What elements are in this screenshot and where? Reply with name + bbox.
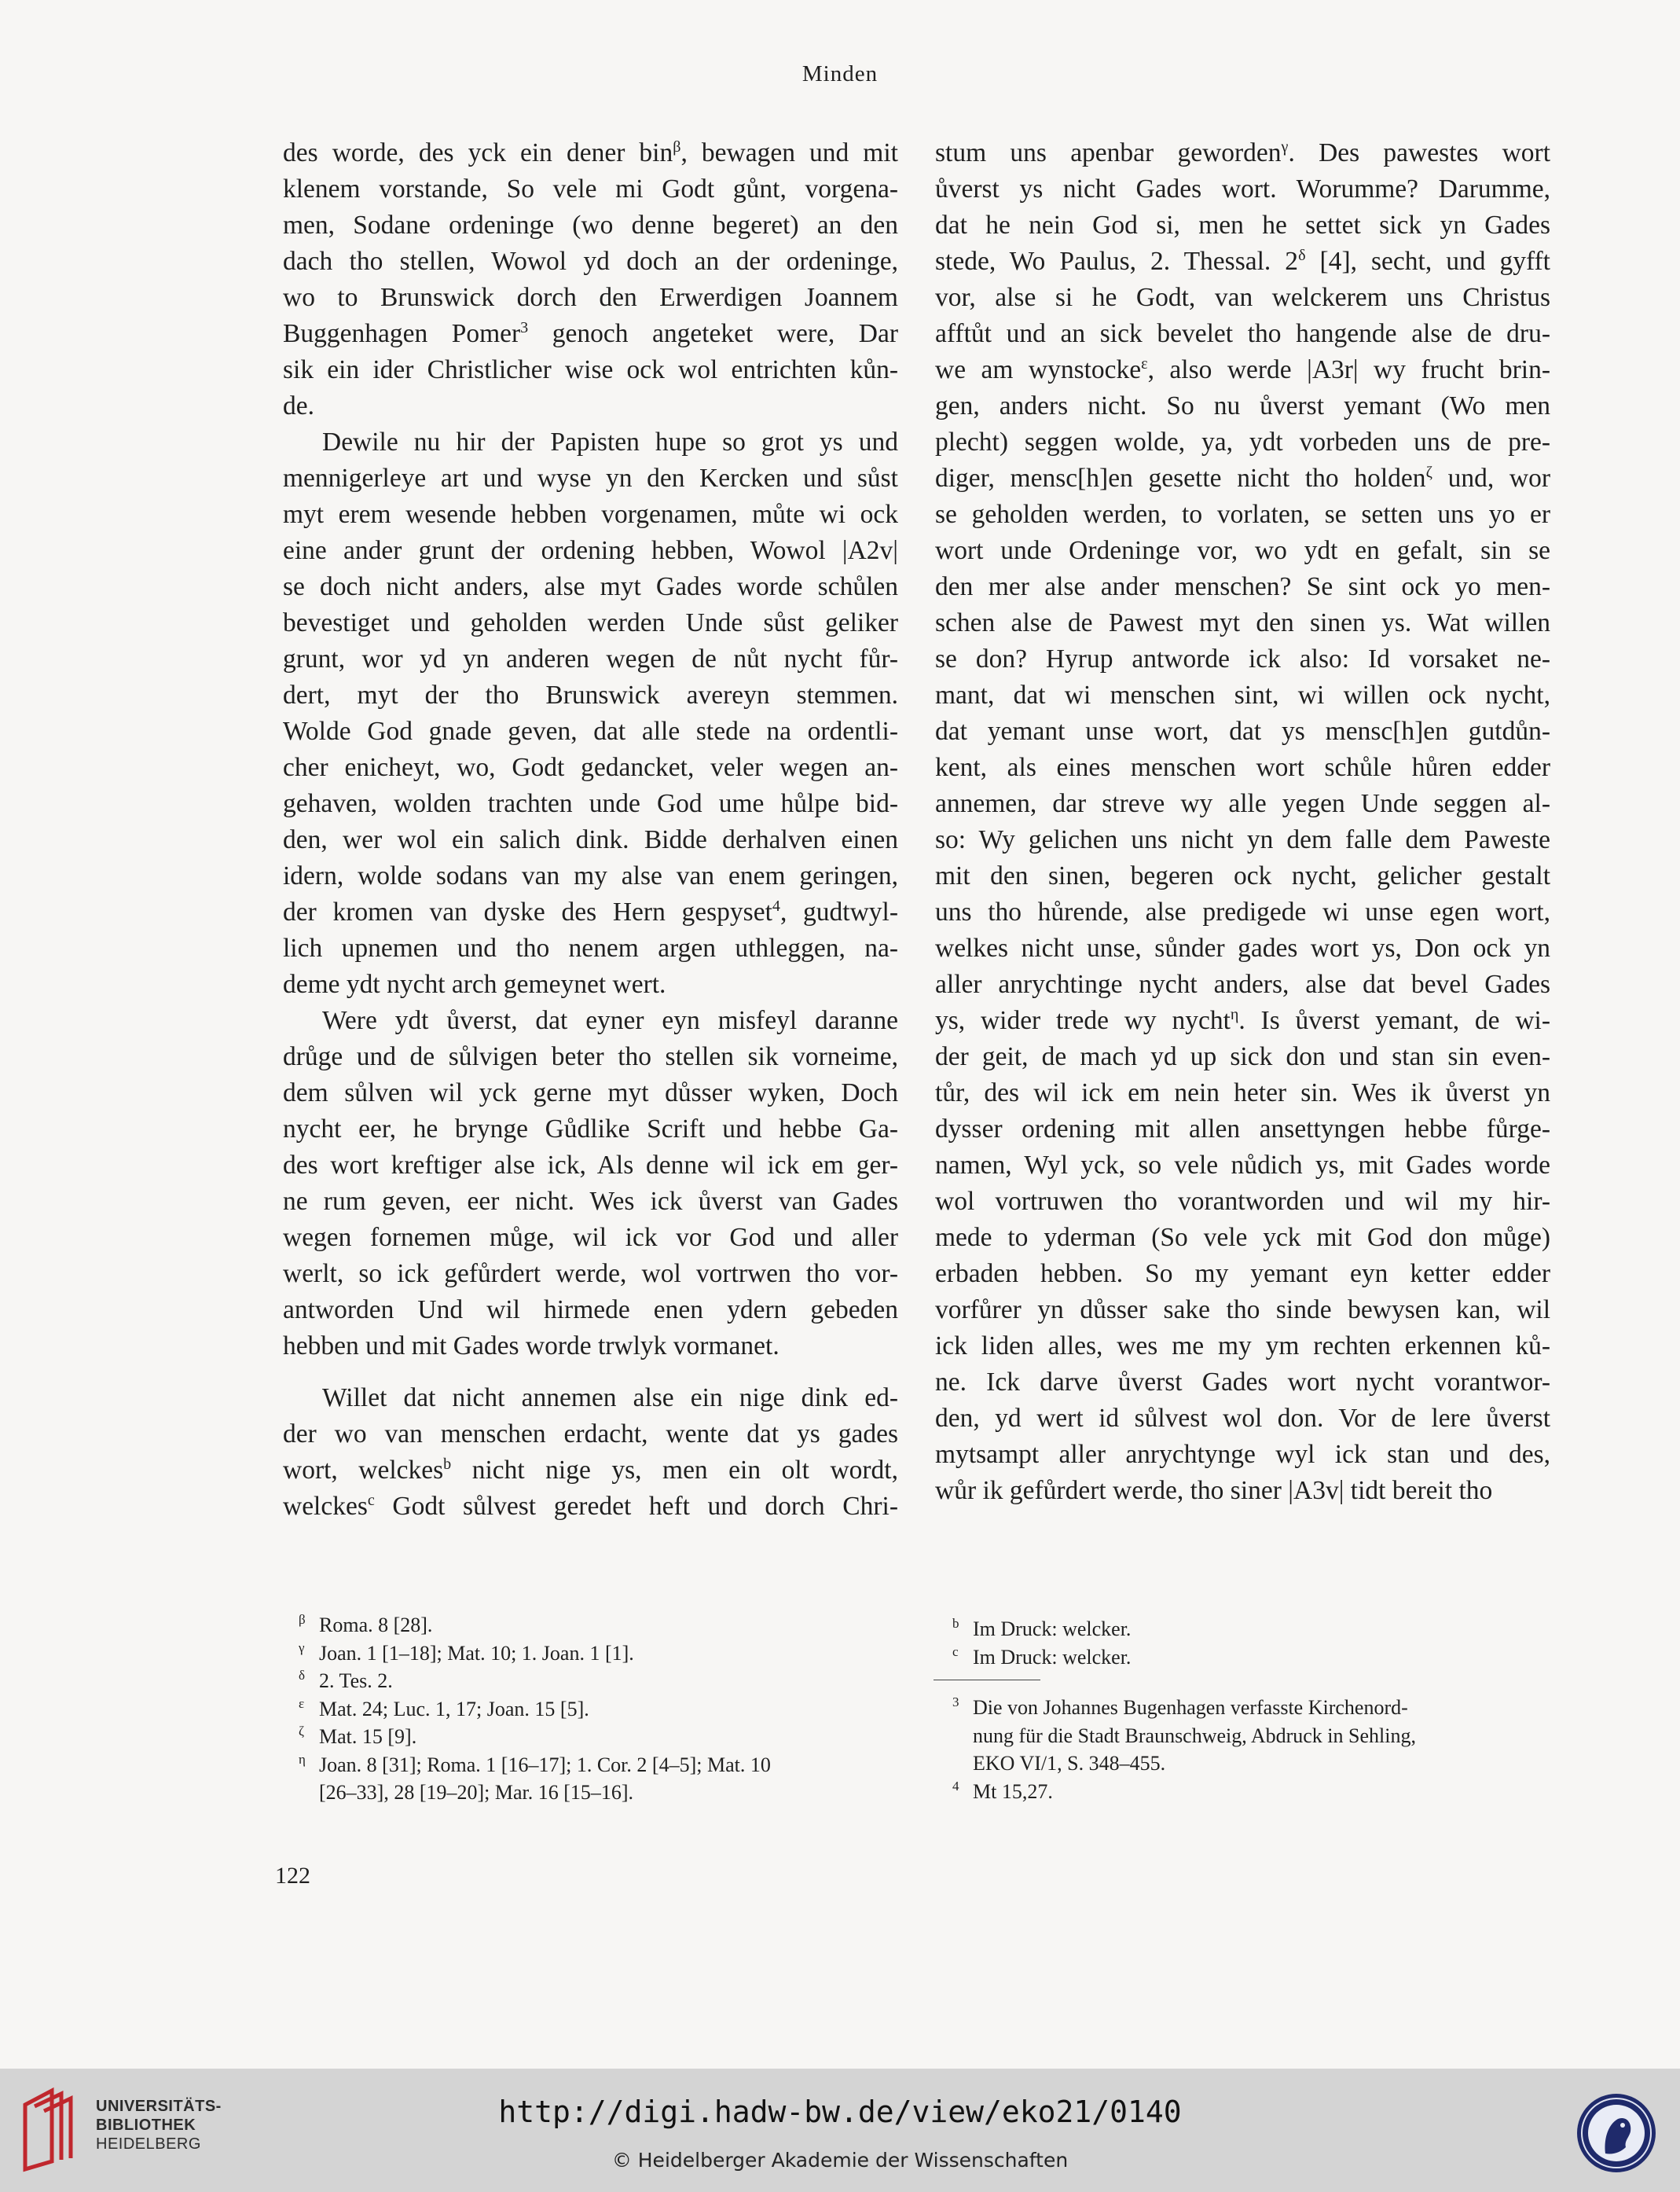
footnote-text: Roma. 8 [28]. [319,1614,433,1636]
footnote-text: Mt 15,27. [973,1779,1053,1803]
footnote [299,1639,912,1668]
text-line: der kromen van dyske des Hern gespyset$^4$, gudtwyl- [283,897,899,927]
text-line: wol vortruwen tho vorantworden und wil my hir- [935,1187,1550,1216]
footnote [299,1695,912,1724]
footnote-text: Joan. 1 [1–18]; Mat. 10; 1. Joan. 1 [1]. [319,1641,634,1665]
text-line: schen alse de Pawest myt den sinen ys. Wat willen [935,608,1550,637]
text-line: kent, als eines menschen wort schůle hůren edder [935,753,1550,782]
text-line: hebben und mit Gades worde trwlyk vormanet. [283,1331,779,1360]
text-line: men, Sodane ordeninge (wo denne begeret) an den [283,211,898,240]
text-line: de. [283,391,314,420]
footnote-continuation: [26–33], 28 [19–20]; Mar. 16 [15–16]. [319,1781,634,1804]
text-line: wo to Brunswick dorch den Erwerdigen Joannem [283,283,898,312]
text-line: antworden Und wil hirmede enen ydern gebeden [283,1295,898,1324]
text-line: so: Wy gelichen uns nicht yn dem falle dem Paweste [935,825,1550,854]
text-line: annemen, dar streve wy alle yegen Unde seggen al- [935,789,1550,818]
text-line: Dewile nu hir der Papisten hupe so grot ys und [322,428,898,457]
footnote [952,1694,1557,1722]
footnote-marker: γ [299,1639,305,1655]
text-line: Buggenhagen Pomer$^3$ genoch angeteket were, Dar [283,318,898,348]
text-line: mennigerleye art und wyse yn den Kercken und sůst [283,464,898,493]
text-line: cher enicheyt, wo, Godt gedancket, veler wegen an- [283,753,898,782]
footnote [299,1667,912,1695]
footnote-text: 2. Tes. 2. [319,1669,393,1692]
page-number: 122 [275,1863,310,1889]
text-line: dert, myt der tho Brunswick avereyn stemmen. [283,681,898,710]
footnote-continuation: nung für die Stadt Braunschweig, Abdruck in Sehling, [973,1724,1416,1747]
permalink-url[interactable]: http://digi.hadw-bw.de/view/eko21/0140 [498,2095,1182,2129]
institution-line-2: BIBLIOTHEK [96,2117,196,2134]
footnotes-left [299,1611,912,1807]
text-line: den mer alse ander menschen? Se sint ock yo men- [935,572,1550,601]
text-line: tůr, des wil ick em nein heter sin. Wes ik ůverst yn [935,1078,1550,1107]
footnotes-right-commentary [952,1694,1557,1805]
institution-line-1: UNIVERSITÄTS- [96,2098,222,2115]
text-line: namen, Wyl yck, so vele nůdich ys, mit Gades worde [935,1151,1550,1180]
right-text-column [935,135,1550,1509]
footnote [299,1611,912,1639]
text-line: eine ander grunt der ordening hebben, Wowol |A2v| [283,536,898,565]
text-line: den, wer wol ein salich dink. Bidde derhalven einen [283,825,898,854]
footnote-marker: ε [299,1695,305,1711]
text-line: grunt, wor yd yn anderen wegen de nůt nycht fůr- [283,644,898,674]
text-line: ůverst ys nicht Gades wort. Worumme? Darumme, [935,174,1550,204]
text-line: dat he nein God si, men he settet sick yn Gades [935,211,1550,240]
text-line: gehaven, wolden trachten unde God ume hůlpe bid- [283,789,898,818]
text-line: Wolde God gnade geven, dat alle stede na ordentli- [283,717,898,746]
paragraph-gap [283,1364,898,1380]
footnote-marker: b [952,1616,959,1631]
text-line: stum uns apenbar geworden$^\gamma$. Des pawestes wort [935,138,1550,167]
footnote-text: Im Druck: welcker. [973,1617,1132,1640]
footnote-marker: ζ [299,1724,305,1739]
text-line: mytsampt aller anrychtynge wyl ick stan und des, [935,1440,1550,1469]
footnote-marker: 3 [952,1694,959,1709]
text-line: lich upnemen und tho nenem argen uthleggen, na- [283,934,898,963]
text-line: nycht eer, he brynge Gůdlike Scrift und hebbe Ga- [283,1114,898,1144]
text-line: idern, wolde sodans van my alse van enem geringen, [283,861,898,890]
text-line: uns tho hůrende, alse predigede wi unse egen wort, [935,898,1550,927]
footnote-text: Die von Johannes Bugenhagen verfasste Kirchenord- [973,1696,1408,1719]
text-line: des worde, des yck ein dener bin$^\beta$, bewagen und mit [283,138,898,167]
text-line: der wo van menschen erdacht, wente dat ys gades [283,1419,898,1448]
text-line: Were ydt ůverst, dat eyner eyn misfeyl daranne [322,1006,898,1035]
institution-line-3: HEIDELBERG [96,2135,201,2153]
text-line: mant, dat wi menschen sint, wi willen ock nycht, [935,681,1550,710]
text-line: welckes$^c$ Godt sůlvest geredet heft und dorch Chri- [283,1491,898,1521]
text-line: se doch nicht anders, alse myt Gades worde schůlen [283,572,898,601]
text-line: se geholden werden, to vorlaten, se setten uns yo er [935,500,1550,529]
text-line: dem sůlven wil yck gerne myt důsser wyken, Doch [283,1078,898,1107]
text-line: afftůt und an sick bevelet tho hangende alse de dru- [935,319,1550,348]
text-line: wort unde Ordeninge vor, wo ydt en gefalt, sin se [935,536,1550,565]
text-line: klenem vorstande, So vele mi Godt gůnt, vorgena- [283,174,898,204]
footnote-text: Im Druck: welcker. [973,1645,1132,1669]
text-line: welkes nicht unse, sůnder gades wort ys, Don ock yn [935,934,1550,963]
text-line: ys, wider trede wy nycht$^\eta$. Is ůverst yemant, de wi- [935,1005,1550,1035]
text-line: stede, Wo Paulus, 2. Thessal. $2^\delta$ [4], secht, und gyfft [935,246,1550,276]
text-line: gen, anders nicht. So nu ůverst yemant (Wo men [935,391,1550,420]
text-line: mede to yderman (So vele yck mit God don můge) [935,1223,1550,1252]
footnote-marker: c [952,1643,959,1659]
footnote-marker: η [299,1751,306,1767]
text-line: vorfůrer yn důsser sake tho sinde bewysen kan, wil [935,1295,1550,1324]
text-line: sik ein ider Christlicher wise ock wol entrichten kůn- [283,355,898,384]
viewer-footer [0,2069,1680,2192]
text-line: myt erem wesende hebben vorgenamen, můte wi ock [283,500,898,529]
text-line: Willet dat nicht annemen alse ein nige dink ed- [322,1383,898,1412]
footnote [952,1615,1557,1643]
text-line: erbaden hebben. So my yemant eyn ketter edder [935,1259,1550,1288]
text-line: mit den sinen, begeren ock nycht, gelicher gestalt [935,861,1550,890]
text-line: des wort kreftiger alse ick, Als denne wil ick em ger- [283,1151,898,1180]
text-line: deme ydt nycht arch gemeynet wert. [283,970,666,999]
text-line: diger, mensc[h]en gesette nicht tho holden$^\zeta$ und, wor [935,463,1550,493]
footnote [952,1778,1557,1806]
academy-seal-icon[interactable] [1574,2091,1659,2175]
footnote-marker: 4 [952,1778,959,1794]
text-line: we am wynstocke$^\varepsilon$, also werde |A3r| wy frucht brin- [935,354,1550,384]
text-line: dysser ordening mit allen ansettyngen hebbe fůrge- [935,1114,1550,1144]
footnote [299,1723,912,1751]
text-line: den, yd wert id sůlvest wol don. Vor de lere ůverst [935,1404,1550,1433]
text-line: se don? Hyrup antworde ick also: Id vorsaket ne- [935,644,1550,674]
text-line: wort, welckes$^b$ nicht nige ys, men ein olt wordt, [283,1455,898,1485]
footnote [952,1643,1557,1672]
text-line: der geit, de mach yd up sick don und stan sin even- [935,1042,1550,1071]
footnote-marker: β [299,1612,306,1627]
footnote-continuation: EKO VI/1, S. 348–455. [973,1752,1166,1775]
text-line: drůge und de sůlvigen beter tho stellen sik vorneime, [283,1042,898,1071]
text-line: wegen fornemen můge, wil ick vor God und aller [283,1223,898,1252]
copyright-notice: © Heidelberger Akademie der Wissenschaften [611,2149,1069,2172]
text-line: dat yemant unse wort, dat ys mensc[h]en gutdůn- [935,717,1550,746]
running-head: Minden [801,61,879,86]
text-line: ick liden alles, wes me my ym rechten erkennen ků- [935,1331,1550,1360]
text-line: vor, alse si he Godt, van welckerem uns Christus [935,283,1550,312]
text-line: ne. Ick darve ůverst Gades wort nycht vorantwor- [935,1368,1550,1397]
text-line: aller anrychtinge nycht anders, alse dat bevel Gades [935,970,1550,999]
left-text-column [283,135,898,1525]
footnote-text: Mat. 24; Luc. 1, 17; Joan. 15 [5]. [319,1697,589,1720]
footnote [299,1751,912,1779]
text-line: dach tho stellen, Wowol yd doch an der ordeninge, [283,247,898,276]
footnotes-right-textual [952,1615,1557,1671]
footnote-text: Joan. 8 [31]; Roma. 1 [16–17]; 1. Cor. 2 [4–5]; Mat. 10 [319,1753,771,1776]
footnote-text: Mat. 15 [9]. [319,1725,417,1748]
text-line: wůr ik gefůrdert werde, tho siner |A3v| tidt bereit tho [935,1476,1493,1505]
text-line: bevestiget und geholden werden Unde sůst geliker [283,608,898,637]
text-line: ne rum geven, eer nicht. Wes ick ůverst van Gades [283,1187,898,1216]
text-line: werlt, so ick gefůrdert werde, wol vortrwen tho vor- [283,1259,898,1288]
footnote-marker: δ [299,1668,306,1683]
text-line: plecht) seggen wolde, ya, ydt vorbeden uns de pre- [935,428,1550,457]
